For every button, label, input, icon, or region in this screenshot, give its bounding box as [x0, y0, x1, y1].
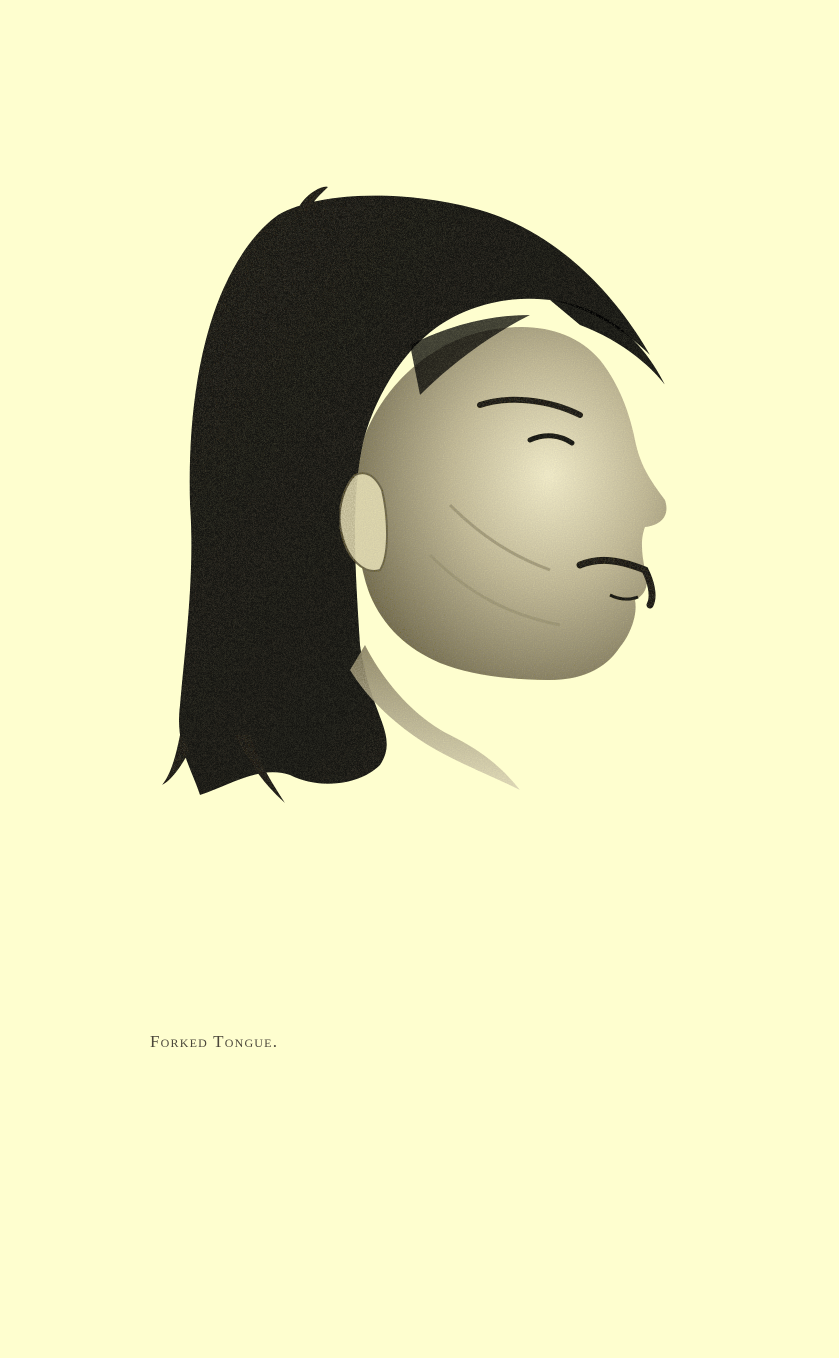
portrait-illustration	[150, 175, 690, 815]
illustration-caption: Forked Tongue.	[150, 1032, 279, 1051]
